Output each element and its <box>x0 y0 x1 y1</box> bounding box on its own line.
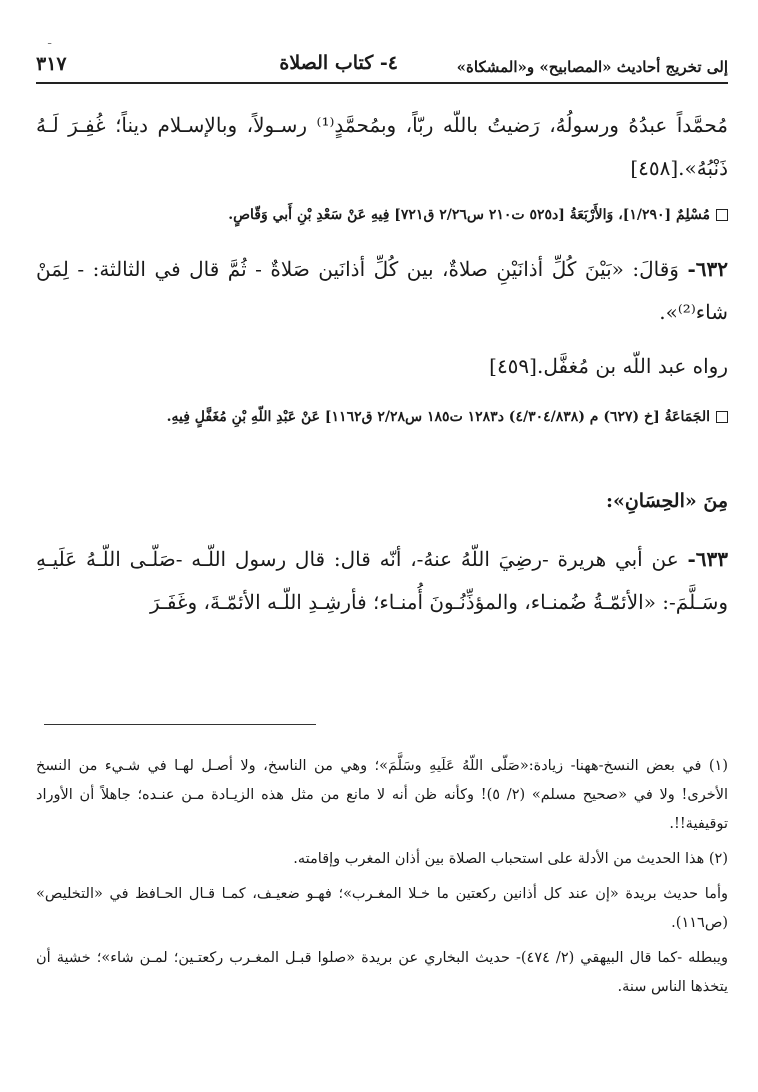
hadith-text-632: وَقالَ: «بَيْنَ كُلِّ أذانَيْنِ صلاةٌ، بين كُلِّ أذانَين صَلاةٌ - ثُمَّ قال في الثالثة: - لِمَنْ شاء⁽²⁾». <box>36 257 728 324</box>
source-text-1: مُسْلِمٌ [١/٢٩٠]، وَالأَرْبَعَةُ [د٥٢٥ ت٢١٠ س٢/٢٦ ق٧٢١] فِيهِ عَنْ سَعْدِ بْنِ أَبي وَقّاصٍ. <box>228 207 710 223</box>
checkbox-icon <box>716 411 728 423</box>
paragraph-continuation: مُحمَّداً عبدُهُ ورسولُهُ، رَضيتُ باللّه ربّاً، وبمُحمَّدٍ⁽¹⁾ رسـولاً، وبالإسـلام ديناً؛ غُفِـرَ لَـهُ ذَنْبُهُ».[٤٥٨] <box>36 113 728 180</box>
corner-mark: ـ <box>48 34 52 47</box>
footnote-2: (٢) هذا الحديث من الأدلة على استحباب الصلاة بين أذان المغرب وإقامته. <box>293 851 728 867</box>
hadith-632 <box>36 248 728 334</box>
hadith-number-632: ٦٣٢- <box>687 257 728 281</box>
source-reference-1 <box>36 203 728 227</box>
hadith-text-633: عن أبي هريرة -رضِيَ اللّهُ عنهُ-، أنّه قال: قال رسول اللّـه -صَلّـى اللّـهُ عَلَيـهِ وسَـلَّمَ-: «الأئمّـةُ ضُمنـاء، والمؤذِّنُـونَ أُمنـاء؛ فأرشِـدِ اللّـه الأئمّـةَ، وغَفَـرَ <box>36 547 728 614</box>
footnote-2-continued: وأما حديث بريدة «إن عند كل أذانين ركعتين ما خـلا المغـرب»؛ فهـو ضعيـف، كمـا قـال الحـافظ في «التخليص» (ص١١٦). <box>36 886 728 931</box>
section-heading: مِنَ «الحِسَانِ»: <box>605 490 728 512</box>
footnote-1: (١) في بعض النسخ-ههنا- زيادة:«صَلّى اللّهُ عَلَيهِ وسَلَّمَ»؛ وهي من الناسخ، ولا أصـل لهـا في شـيء من النسخ الأخرى! ولا في «صحيح مسلم» (٢/ ٥)! وكأنه ظن أنه لا مانع من مثل هذه الزيـادة مـن عنـده؛ جاهلاً أن الأوراد توقيفية!!. <box>36 758 728 832</box>
footnote-divider <box>44 724 316 725</box>
footnotes <box>36 752 728 1002</box>
page-number: ٣١٧ <box>36 53 67 75</box>
footnote-2-conclusion: ويبطله -كما قال البيهقي (٢/ ٤٧٤)- حديث البخاري عن بريدة «صلوا قبـل المغـرب ركعتـين؛ لمـن شاء»؛ خشية أن يتخذها الناس سنة. <box>36 950 729 995</box>
hadith-number-633: ٦٣٣- <box>687 547 728 571</box>
book-title: إلى تخريج أحاديث «المصابيح» و«المشكاة» <box>456 58 728 76</box>
hadith-633 <box>36 538 728 624</box>
source-reference-2 <box>36 398 728 436</box>
source-text-2: الجَمَاعَةُ [خ (٦٢٧) م (٤/٣٠٤/٨٣٨) د١٢٨٣ ت١٨٥ س٢/٢٨ ق١١٦٢] عَنْ عَبْدِ اللّهِ بْنِ مُغَفَّلٍ فِيهِ. <box>166 409 710 425</box>
page-header <box>36 48 728 84</box>
checkbox-icon <box>716 209 728 221</box>
narrator-line: رواه عبد اللّه بن مُغفَّل.[٤٥٩] <box>489 354 728 378</box>
chapter-title: ٤- كتاب الصلاة <box>279 52 398 74</box>
